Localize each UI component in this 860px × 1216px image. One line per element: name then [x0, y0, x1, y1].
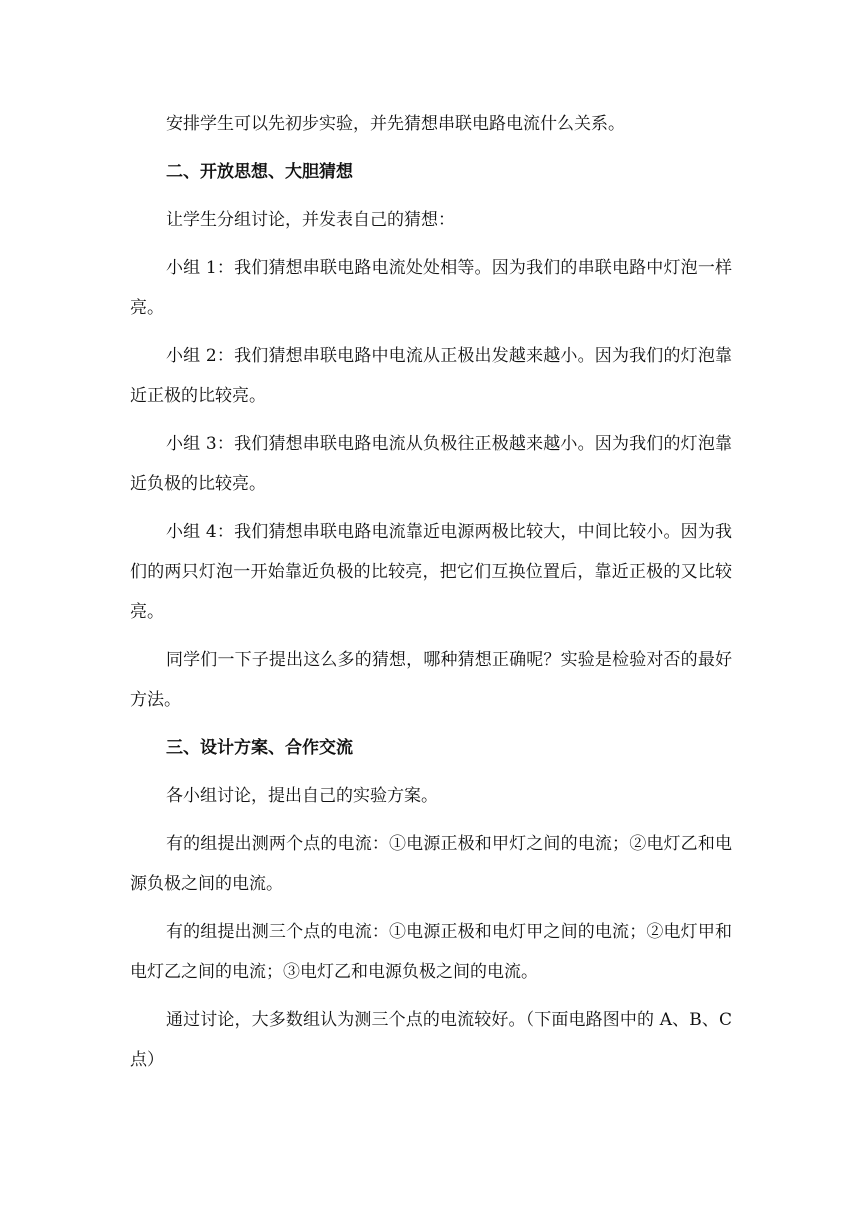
- paragraph-group-discussion: 让学生分组讨论，并发表自己的猜想：: [166, 210, 455, 230]
- paragraph-three-point-plan: 有的组提出测三个点的电流：①电源正极和电灯甲之间的电流；②电灯甲和电灯乙之间的电流；③电灯乙和电源负极之间的电流。: [130, 922, 732, 982]
- paragraph-groups-discuss-plan: 各小组讨论，提出自己的实验方案。: [166, 786, 438, 806]
- paragraph-many-guesses: 同学们一下子提出这么多的猜想，哪种猜想正确呢？实验是检验对否的最好方法。: [130, 650, 732, 710]
- document-body: [130, 104, 732, 1080]
- paragraph-preliminary-experiment: 安排学生可以先初步实验，并先猜想串联电路电流什么关系。: [166, 114, 625, 134]
- paragraph-group-2: 小组 2：我们猜想串联电路中电流从正极出发越来越小。因为我们的灯泡靠近正极的比较亮。: [130, 346, 732, 406]
- section-heading-open-thinking: 二、开放思想、大胆猜想: [166, 162, 353, 182]
- paragraph-group-4: 小组 4：我们猜想串联电路电流靠近电源两极比较大，中间比较小。因为我们的两只灯泡一开始靠近负极的比较亮，把它们互换位置后，靠近正极的又比较亮。: [130, 522, 732, 622]
- paragraph-conclusion: 通过讨论，大多数组认为测三个点的电流较好。（下面电路图中的 A、B、C 点）: [130, 1010, 732, 1070]
- section-heading-design-plan: 三、设计方案、合作交流: [166, 738, 353, 758]
- paragraph-group-1: 小组 1：我们猜想串联电路电流处处相等。因为我们的串联电路中灯泡一样亮。: [130, 258, 732, 318]
- paragraph-two-point-plan: 有的组提出测两个点的电流：①电源正极和甲灯之间的电流；②电灯乙和电源负极之间的电流。: [130, 834, 732, 894]
- paragraph-group-3: 小组 3：我们猜想串联电路电流从负极往正极越来越小。因为我们的灯泡靠近负极的比较亮。: [130, 434, 732, 494]
